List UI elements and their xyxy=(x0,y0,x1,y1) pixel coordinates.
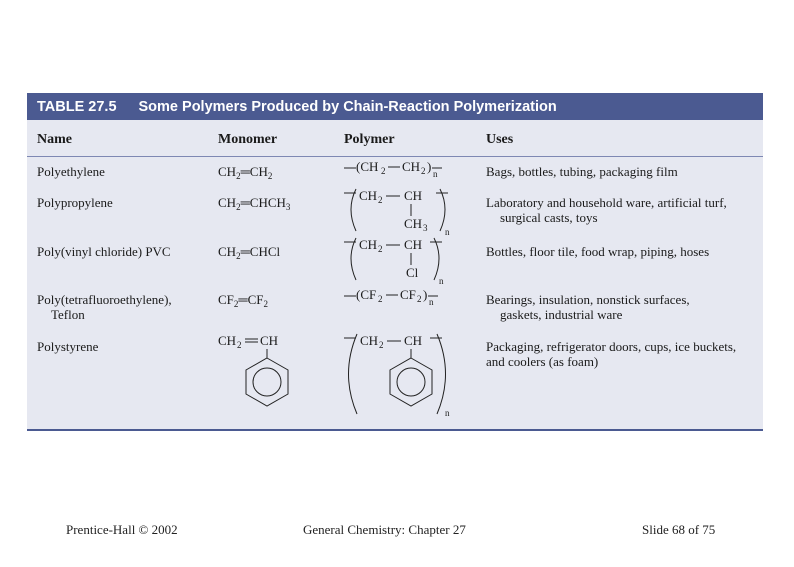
row-name xyxy=(37,339,98,354)
ethylene-monomer-formula: $CH_2═CH_2$ xyxy=(218,164,273,181)
uses-line: Bottles, floor tile, food wrap, piping, hoses xyxy=(486,244,710,259)
row-uses xyxy=(486,292,690,322)
svg-text:(CF: (CF xyxy=(356,287,377,302)
svg-text:n: n xyxy=(445,408,450,418)
name-line: Poly(vinyl chloride) PVC xyxy=(37,244,171,259)
svg-text:n: n xyxy=(433,169,438,179)
polypropylene-repeat-unit-icon xyxy=(344,187,454,237)
uses-line: surgical casts, toys xyxy=(500,210,598,225)
svg-text:2: 2 xyxy=(378,294,383,304)
table-body xyxy=(27,120,763,431)
svg-text:2: 2 xyxy=(378,244,383,254)
svg-text:): ) xyxy=(423,287,428,302)
svg-text:2: 2 xyxy=(379,340,384,350)
polymer-table xyxy=(27,93,763,433)
row-uses xyxy=(486,164,678,179)
svg-text:CH: CH xyxy=(359,237,378,252)
uses-line: Laboratory and household ware, artificial turf, xyxy=(486,195,727,210)
svg-text:CH: CH xyxy=(404,188,423,203)
svg-text:CH: CH xyxy=(404,216,423,231)
table-number: TABLE 27.5 xyxy=(37,98,117,115)
svg-text:n: n xyxy=(445,227,450,237)
row-name xyxy=(37,164,105,179)
svg-text:(CH: (CH xyxy=(356,159,379,174)
row-uses xyxy=(486,244,709,259)
uses-line: Bags, bottles, tubing, packaging film xyxy=(486,164,678,179)
uses-line: Packaging, refrigerator doors, cups, ice buckets, xyxy=(486,339,737,354)
svg-text:CH: CH xyxy=(404,333,423,348)
svg-text:CF: CF xyxy=(400,287,416,302)
svg-text:CH: CH xyxy=(260,333,279,348)
table-bottom-rule xyxy=(27,429,763,431)
tetrafluoroethylene-monomer-formula: $CF_2═CF_2$ xyxy=(218,292,269,309)
row-name xyxy=(37,195,113,210)
svg-text:2: 2 xyxy=(417,294,422,304)
svg-text:2: 2 xyxy=(421,166,426,176)
svg-text:2: 2 xyxy=(378,195,383,205)
uses-line: Bearings, insulation, nonstick surfaces, xyxy=(486,292,690,307)
table-caption: Some Polymers Produced by Chain-Reaction Polymerization xyxy=(138,98,557,115)
table-title-bar xyxy=(27,93,763,120)
svg-text:n: n xyxy=(439,276,444,286)
polyethylene-repeat-unit-icon xyxy=(344,158,454,184)
svg-text:CH: CH xyxy=(218,333,237,348)
row-name xyxy=(37,244,171,259)
name-line: Polypropylene xyxy=(37,195,113,210)
svg-text:CH: CH xyxy=(404,237,423,252)
polystyrene-repeat-unit-icon xyxy=(344,330,454,416)
uses-line: gaskets, industrial ware xyxy=(500,307,623,322)
svg-text:n: n xyxy=(429,297,434,307)
svg-text:2: 2 xyxy=(381,166,386,176)
header-monomer: Monomer xyxy=(218,132,278,147)
name-line: Polyethylene xyxy=(37,164,105,179)
svg-text:CH: CH xyxy=(359,188,378,203)
footer-slide-number: Slide 68 of 75 xyxy=(642,522,716,537)
svg-text:CH: CH xyxy=(360,333,379,348)
pvc-repeat-unit-icon xyxy=(344,236,454,286)
styrene-monomer-icon xyxy=(218,332,308,412)
svg-text:2: 2 xyxy=(237,340,242,350)
vinyl-chloride-monomer-formula: $CH_2═CHCl$ xyxy=(218,244,281,261)
svg-text:Cl: Cl xyxy=(406,265,419,280)
row-uses xyxy=(486,195,727,225)
header-row xyxy=(27,120,763,157)
svg-text:CH: CH xyxy=(402,159,421,174)
name-line: Poly(tetrafluoroethylene), xyxy=(37,292,172,307)
footer-publisher: Prentice-Hall © 2002 xyxy=(66,522,178,537)
row-name xyxy=(37,292,172,322)
ptfe-repeat-unit-icon xyxy=(344,286,454,312)
header-polymer: Polymer xyxy=(344,132,395,147)
name-line: Teflon xyxy=(51,307,85,322)
propylene-monomer-formula: $CH_2═CHCH_3$ xyxy=(218,195,291,212)
footer-chapter: General Chemistry: Chapter 27 xyxy=(303,522,466,537)
header-name: Name xyxy=(37,132,72,147)
header-uses: Uses xyxy=(486,132,514,147)
uses-line: and coolers (as foam) xyxy=(486,354,599,369)
row-uses xyxy=(486,339,736,369)
svg-text:): ) xyxy=(427,159,432,174)
name-line: Polystyrene xyxy=(37,339,99,354)
svg-text:3: 3 xyxy=(423,223,428,233)
